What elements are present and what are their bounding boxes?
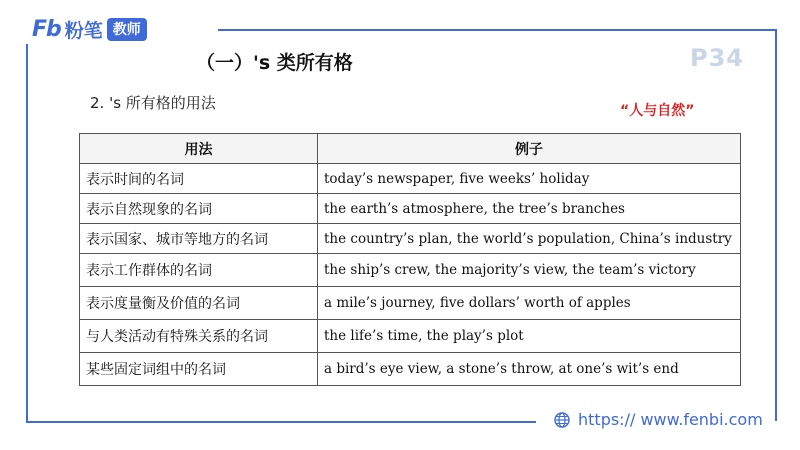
logo-mark: Fb xyxy=(32,16,61,42)
header-example: 例子 xyxy=(318,134,741,164)
table-row xyxy=(80,164,741,194)
example-cell: today’s newspaper, five weeks’ holiday xyxy=(318,164,741,194)
logo-badge: 教师 xyxy=(107,18,147,41)
table-row xyxy=(80,320,741,353)
frame-top-line xyxy=(218,29,776,31)
section-subtitle: 2. 's 所有格的用法 xyxy=(90,94,216,112)
usage-cell: 与人类活动有特殊关系的名词 xyxy=(80,320,318,353)
globe-icon xyxy=(554,412,570,428)
frame-bottom-line xyxy=(26,421,536,423)
example-cell: the ship’s crew, the majority’s view, the team’s victory xyxy=(318,254,741,287)
header-usage: 用法 xyxy=(80,134,318,164)
table-header-row xyxy=(80,134,741,164)
footer-url-text[interactable]: https:// www.fenbi.com xyxy=(578,410,763,429)
example-cell: the country’s plan, the world’s population, China’s industry xyxy=(318,224,741,254)
theme-tag: “人与自然” xyxy=(620,103,695,119)
example-cell: a bird’s eye view, a stone’s throw, at one’s wit’s end xyxy=(318,353,741,386)
usage-cell: 表示时间的名词 xyxy=(80,164,318,194)
frame-left-line xyxy=(26,44,28,422)
page-number: P34 xyxy=(690,44,744,72)
table-row xyxy=(80,287,741,320)
usage-table xyxy=(79,133,741,386)
table-row xyxy=(80,224,741,254)
table-row xyxy=(80,254,741,287)
footer-url[interactable] xyxy=(554,410,763,429)
slide-title: （一）'s 类所有格 xyxy=(196,52,353,74)
example-cell: the life’s time, the play’s plot xyxy=(318,320,741,353)
table-row xyxy=(80,194,741,224)
usage-cell: 表示国家、城市等地方的名词 xyxy=(80,224,318,254)
brand-logo xyxy=(32,16,147,42)
logo-name: 粉笔 xyxy=(64,19,103,42)
example-cell: a mile’s journey, five dollars’ worth of apples xyxy=(318,287,741,320)
usage-cell: 表示工作群体的名词 xyxy=(80,254,318,287)
frame-right-line xyxy=(775,29,777,421)
usage-cell: 表示度量衡及价值的名词 xyxy=(80,287,318,320)
example-cell: the earth’s atmosphere, the tree’s branches xyxy=(318,194,741,224)
usage-cell: 某些固定词组中的名词 xyxy=(80,353,318,386)
usage-cell: 表示自然现象的名词 xyxy=(80,194,318,224)
table-row xyxy=(80,353,741,386)
